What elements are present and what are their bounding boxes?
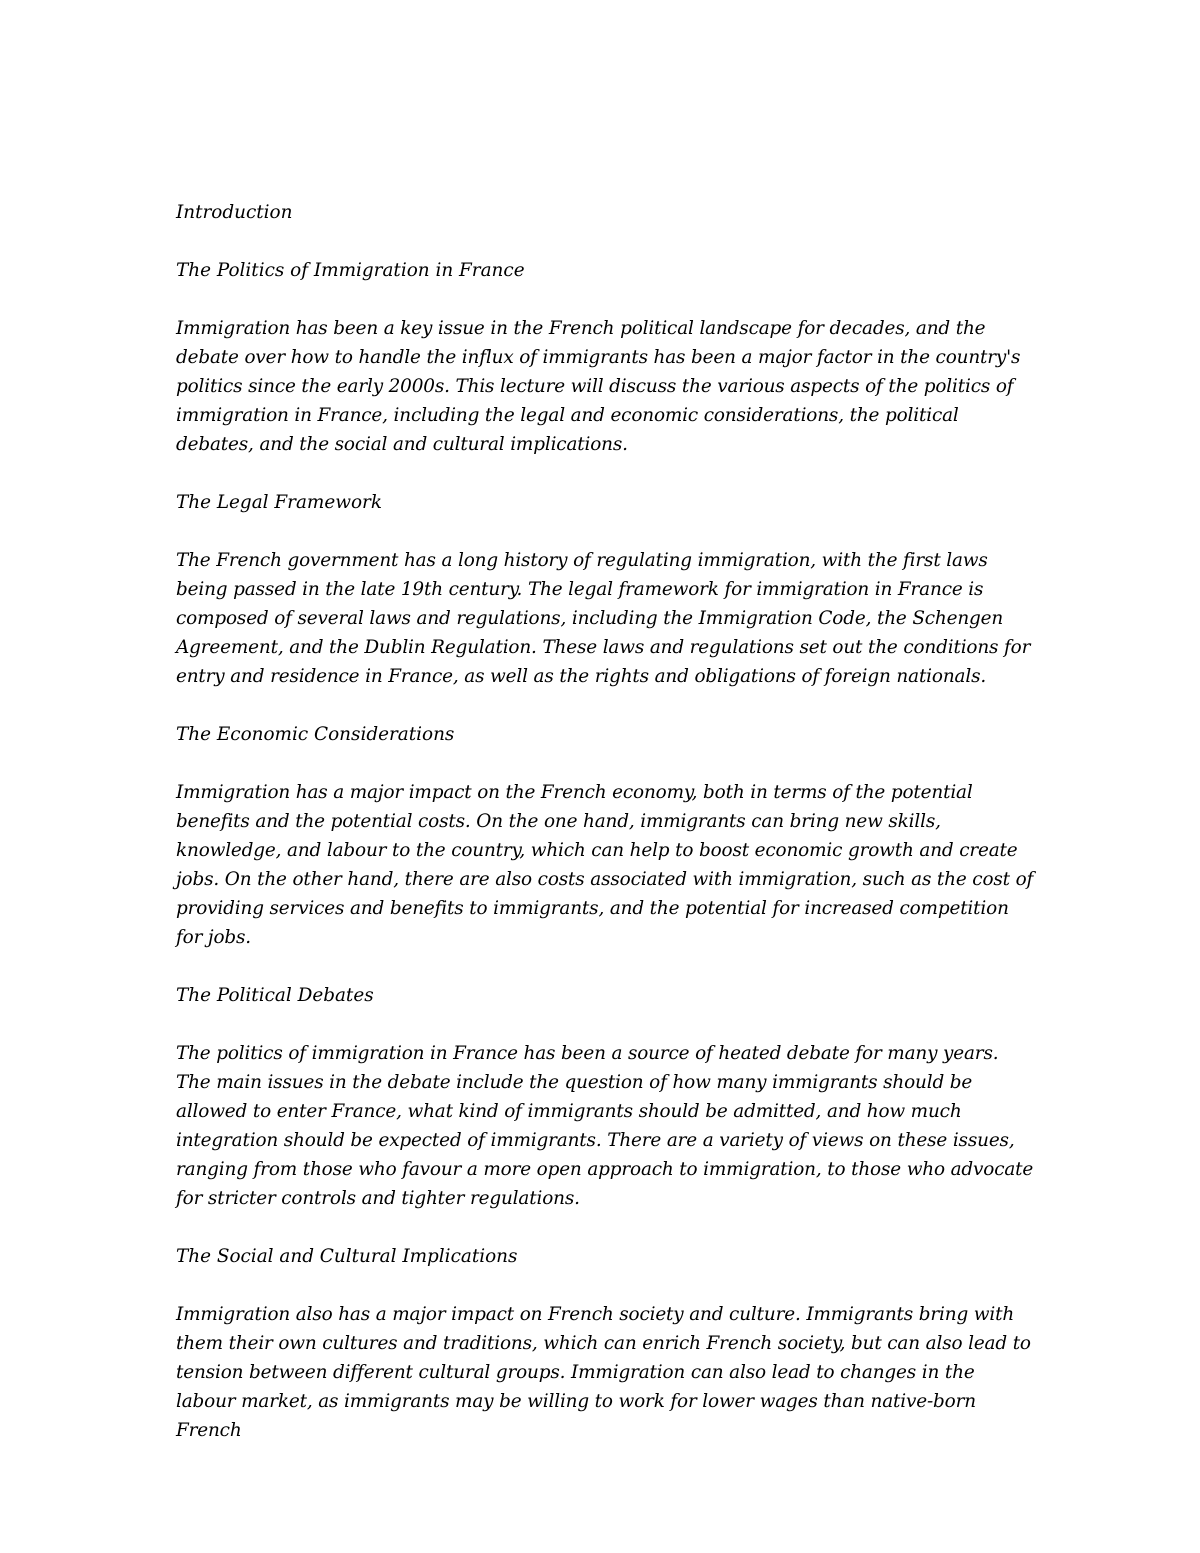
paragraph-economic-considerations: Immigration has a major impact on the French economy, both in terms of the potential benefits and the potential costs. On the one hand, immigrants can bring new skills, knowledge, and labour to the country, which can help to boost economic growth and create jobs. On the other hand, there are also costs associated with immigration, such as the cost of providing services and benefits to immigrants, and the potential for increased competition for jobs. (176, 782, 1034, 948)
document-title: The Politics of Immigration in France (176, 260, 525, 281)
section-heading-social-cultural: The Social and Cultural Implications (176, 1246, 518, 1267)
paragraph-legal-framework: The French government has a long history of regulating immigration, with the first laws being passed in the late 19th century. The legal framework for immigration in France is composed of several laws and regulations, including the Immigration Code, the Schengen Agreement, and the Dublin Regulation. These laws and regulations set out the conditions for entry and residence in France, as well as the rights and obligations of foreign nationals. (176, 550, 1031, 687)
intro-paragraph: Immigration has been a key issue in the French political landscape for decades, and the debate over how to handle the influx of immigrants has been a major factor in the country's politics since the early 2000s. This lecture will discuss the various aspects of the politics of immigration in France, including the legal and economic considerations, the political debates, and the social and cultural implications. (176, 318, 1021, 455)
section-heading-economic-considerations: The Economic Considerations (176, 724, 455, 745)
paragraph-political-debates: The politics of immigration in France has been a source of heated debate for many years. The main issues in the debate include the question of how many immigrants should be allowed to enter France, what kind of immigrants should be admitted, and how much integration should be expected of immigrants. There are a variety of views on these issues, ranging from those who favour a more open approach to immigration, to those who advocate for stricter controls and tighter regulations. (176, 1043, 1034, 1209)
section-heading-introduction: Introduction (176, 202, 293, 223)
section-heading-legal-framework: The Legal Framework (176, 492, 382, 513)
document-body (176, 198, 1036, 1445)
section-heading-political-debates: The Political Debates (176, 985, 374, 1006)
paragraph-social-cultural: Immigration also has a major impact on French society and culture. Immigrants bring with them their own cultures and traditions, which can enrich French society, but can also lead to tension between different cultural groups. Immigration can also lead to changes in the labour market, as immigrants may be willing to work for lower wages than native-born French (176, 1304, 1031, 1441)
